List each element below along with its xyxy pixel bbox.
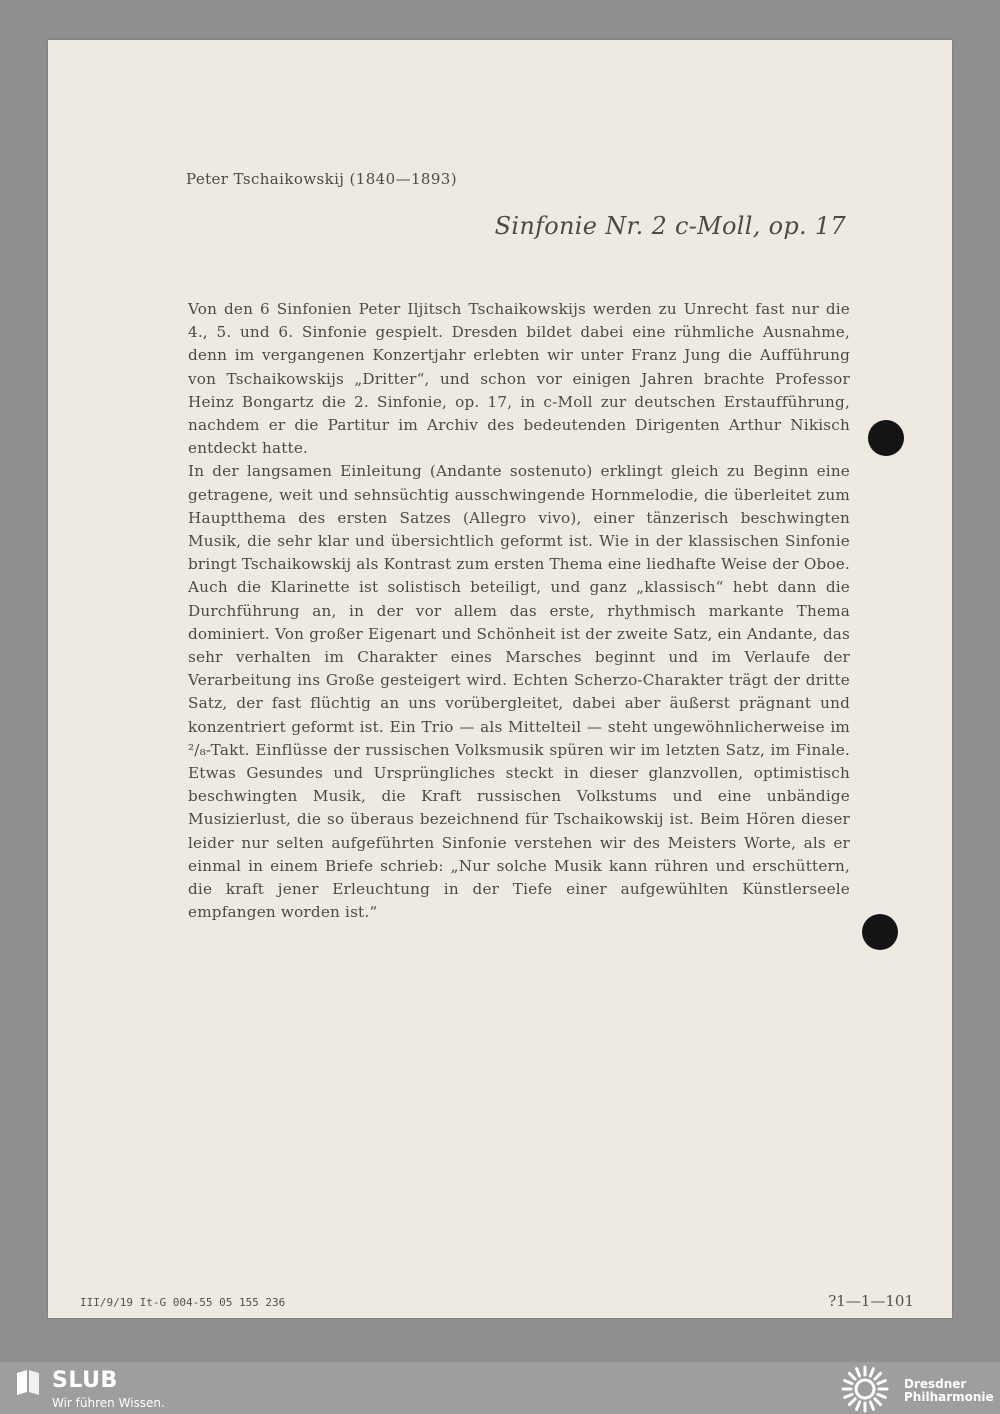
program-note-text	[188, 298, 850, 924]
paragraph: Von den 6 Sinfonien Peter Iljitsch Tschaikowskijs werden zu Unrecht fast nur die 4., 5. und 6. Sinfonie gespielt. Dresden bildet dabei eine rühmliche Ausnahme, denn im vergangenen Konzertjahr erlebten wir unter Franz Jung die Aufführung von Tschaikowskijs „Dritter“, und schon vor einigen Jahren brachte Professor Heinz Bongartz die 2. Sinfonie, op. 17, in c-Moll zur deutschen Erstaufführung, nachdem er die Partitur im Archiv des bedeutenden Dirigenten Arthur Nikisch entdeckt hatte.	[188, 300, 850, 458]
punch-hole	[862, 914, 898, 950]
paragraph: In der langsamen Einleitung (Andante sostenuto) erklingt gleich zu Beginn eine getragene, weit und sehnsüchtig ausschwingende Hornmelodie, die überleitet zum Hauptthema des ersten Satzes (Allegro vivo), einer tänzerisch beschwingten Musik, die sehr klar und übersichtlich geformt ist. Wie in der klassischen Sinfonie bringt Tschaikowskij als Kontrast zum ersten Thema eine liedhafte Weise der Oboe. Auch die Klarinette ist solistisch beteiligt, und ganz „klassisch“ hebt dann die Durchführung an, in der vor allem das erste, rhythmisch markante Thema dominiert. Von großer Eigenart und Schönheit ist der zweite Satz, ein Andante, das sehr verhalten im Charakter eines Marsches beginnt und im Verlaufe der Verarbeitung ins Große gesteigert wird. Echten Scherzo-Charakter trägt der dritte Satz, der fast flüchtig an uns vorübergleitet, dabei aber äußerst prägnant und konzentriert geformt ist. Ein Trio — als Mittelteil — steht ungewöhnlicherweise im ²/₈-Takt. Einflüsse der russischen Volksmusik spüren wir im letzten Satz, im Finale. Etwas Gesundes und Ursprüngliches steckt in dieser glanzvollen, optimistisch beschwingten Musik, die Kraft russischen Volkstums und eine unbändige Musizierlust, die so überaus bezeichnend für Tschaikowskij ist. Beim Hören dieser leider nur selten aufgeführten Sinfonie verstehen wir des Meisters Worte, als er einmal in einem Briefe schrieb: „Nur solche Musik kann rühren und erschüttern, die kraft jener Erleuchtung in der Tiefe einer aufgewühlten Künstlerseele empfangen worden ist.“	[188, 462, 850, 922]
philharmonie-logo-text: Dresdner Philharmonie	[904, 1377, 994, 1404]
print-code: III/9/19 It-G 004-55 05 155 236	[80, 1296, 286, 1309]
punch-hole	[868, 420, 904, 456]
book-icon	[14, 1368, 42, 1396]
document-page	[48, 40, 952, 1318]
slub-logo-text: SLUB	[52, 1368, 118, 1393]
composer-heading: Peter Tschaikowskij (1840—1893)	[186, 170, 457, 188]
branding-bar	[0, 1362, 1000, 1414]
slub-tagline: Wir führen Wissen.	[52, 1396, 165, 1410]
page-reference: ?1—1—101	[828, 1292, 914, 1310]
work-title: Sinfonie Nr. 2 c-Moll, op. 17	[494, 212, 846, 240]
sunburst-logo-icon	[840, 1364, 890, 1414]
